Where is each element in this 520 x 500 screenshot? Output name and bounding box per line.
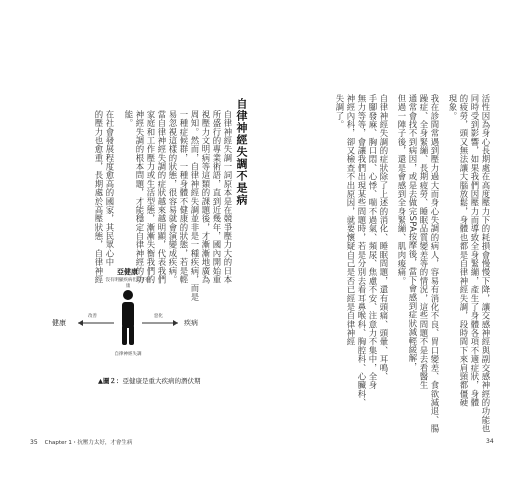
left-footer (30, 438, 132, 446)
text-column: 神經失調的根本問題，才能穩定自律神經的功 (135, 110, 145, 284)
figure-bottom-label: 自律神經失調 (114, 352, 142, 357)
text-column: 當自律神經失調的症狀越來越明顯，代表我們 (157, 110, 167, 284)
figure-caption (98, 376, 201, 385)
person-icon (122, 290, 134, 345)
text-column: 同時受到影響，如果我們因壓力而導致全身緊繃，產生了身體各項不適症狀，身體 (470, 94, 480, 407)
text-column: 神經內科，卻又檢查不出原因，就要懷疑自己是否已經是自律神經 (346, 94, 356, 347)
right-footer (486, 438, 494, 445)
text-column: 能。 (124, 110, 134, 128)
figure-top-sublabel: 沒有明顯疾病但是不健康 (105, 278, 151, 289)
text-column: 失調了。 (335, 94, 345, 129)
figure-top-label: 亞健康 (117, 268, 138, 276)
page-number: 35 (30, 439, 38, 446)
figure-right-label: 疾病 (184, 319, 198, 327)
text-column: 但過一陣子後，還是會感到全身緊繃、肌肉痠痛。 (397, 94, 407, 286)
caption-marker: ▲圖２： (98, 377, 123, 385)
figure-right-arrow-label: 惡化 (154, 314, 163, 319)
page-number: 34 (486, 438, 494, 445)
text-column: 所盛行的專業術語，直到近幾年，國內開始重 (212, 110, 222, 284)
text-column: 易忽視這樣的狀態，很容易就會演變成疾病。 (168, 110, 178, 284)
left-arrow-icon (78, 320, 83, 326)
figure-left-arrow-label: 改善 (88, 314, 97, 319)
figure-left-label: 健康 (52, 319, 66, 327)
text-column: 現象。 (448, 94, 458, 121)
section-heading: 自律神經失調不是病 (235, 98, 248, 206)
text-column: 躁症、全身緊繃、長期疲勞、睡眠品質變差等的情況，這些問題不是去看醫生 (419, 94, 429, 390)
text-column: 家庭和工作壓力或生活型態，漸漸失衡我們的 (146, 110, 156, 284)
text-column: 通常會找不到病因，或是去做完SPA按摩後，當下會感到症狀減輕緩解， (408, 94, 418, 372)
right-page (270, 70, 495, 433)
chapter-title: Chapter 1・抗壓力太好，才會生病 (44, 440, 133, 446)
text-column: 的疲勞，頭又無法讓大腦放鬆，身體也都是自律神經失調，段時間下來肩頸都僵硬 (459, 94, 469, 407)
text-column: 活性因為身心長期處在高度壓力下的耗損會慢慢下降，讓交感神經與副交感神經的功能也 (481, 94, 491, 433)
text-column: 在社會發展程度愈高的國家，其民眾心中 (105, 110, 115, 267)
health-state-figure (38, 265, 218, 375)
text-column: 自律神經失調一詞原本是在競爭壓力大的日本 (223, 110, 233, 284)
text-column: 手腳發麻、胸口悶、心悸、喘不過氣、頻尿、焦慮不安、注意力不集中，全身 (368, 94, 378, 390)
text-column: 的壓力也愈重，長期處於高壓狀態，自律神經 (94, 110, 104, 284)
text-column: 我在診間常遇到壓力過大而身心失調的病人，容易有消化不良、胃口變差、食欲減退、腸 (430, 94, 440, 433)
text-column: 無力等等，會讓我們出現某些問題時，若是分別去看耳鼻喉科、胸腔科、心臟科、 (357, 94, 367, 407)
text-column: 一種症候群，一種身體不健康的狀態，若是輕 (179, 110, 189, 284)
right-arrow-icon (173, 320, 178, 326)
text-column: 周知。然而，自律神經失調並非是一種疾病，而是 (190, 110, 200, 302)
text-column: 自律神經失調的症狀除了上述的消化、睡眠問題，還有頭痛、頭暈、耳鳴、 (379, 94, 389, 381)
caption-text: 亞健康是重大疾病的潛伏期 (122, 377, 201, 385)
text-column: 視壓力文明病等這類的課題後，才漸漸地廣為 (201, 110, 211, 284)
